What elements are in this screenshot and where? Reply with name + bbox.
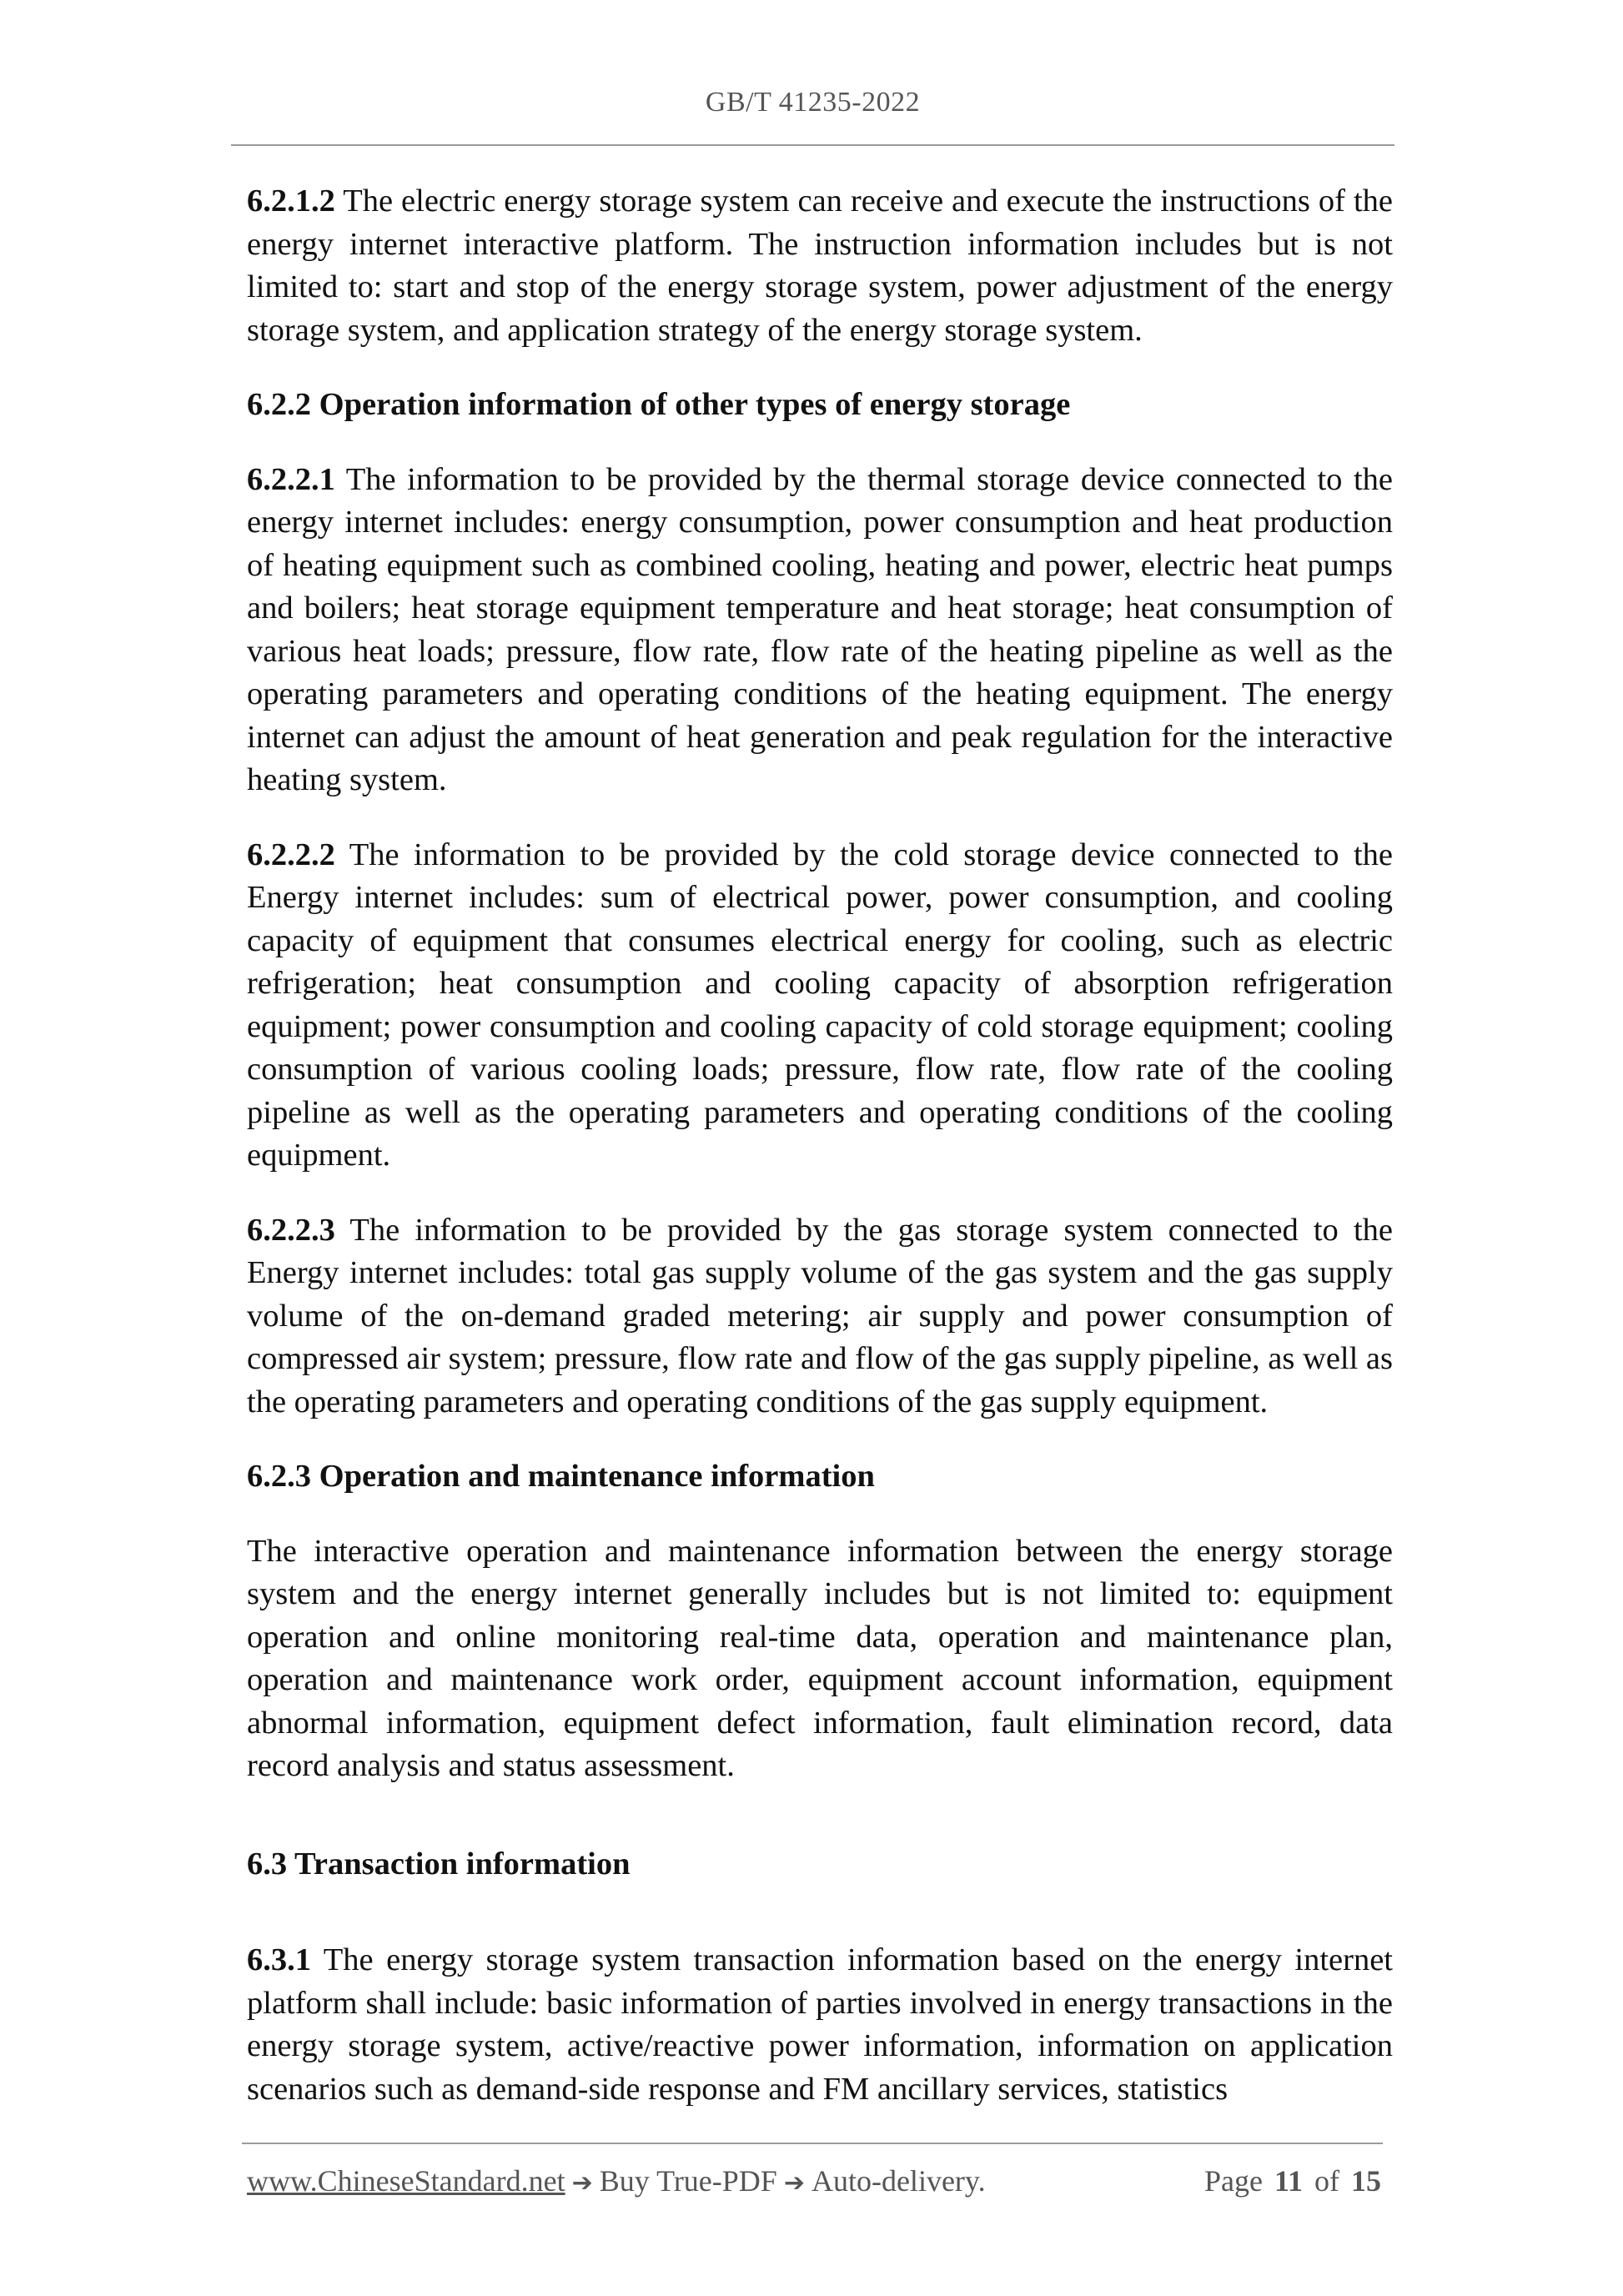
buy-pdf-text: Buy True-PDF bbox=[599, 2164, 777, 2198]
clause-number: 6.3.1 bbox=[247, 1942, 311, 1977]
total-pages: 15 bbox=[1351, 2164, 1381, 2198]
clause-number: 6.2.2.1 bbox=[247, 461, 335, 497]
clause-6-3-1 bbox=[247, 1939, 1393, 2111]
clause-text: The information to be provided by the cold storage device connected to the Energy internet includes: sum of electrical power, power consumption, and cooling capacity of equipment that consumes electrical energy for cooling, such as electric refrigeration; heat consumption and cooling capacity of absorption refrigeration equipment; power consumption and cooling capacity of cold storage equipment; cooling consumption of various cooling loads; pressure, flow rate, flow rate of the cooling pipeline as well as the operating parameters and operating conditions of the cooling equipment. bbox=[247, 837, 1393, 1173]
arrow-right-icon: ➔ bbox=[571, 2168, 593, 2198]
clause-text: The energy storage system transaction information based on the energy internet platform shall include: basic information of parties involved in energy transactions in the energy storage system, active/reactive power information, information on application scenarios such as demand-side response and FM ancillary services, statistics bbox=[247, 1942, 1393, 2107]
clause-6-2-2-2 bbox=[247, 834, 1393, 1178]
page-footer bbox=[247, 2163, 1381, 2205]
clause-text: The electric energy storage system can receive and execute the instructions of the energy internet interactive platform. The instruction information includes but is not limited to: start and stop of the energy storage system, power adjustment of the energy storage system, and application strategy of the energy storage system. bbox=[247, 183, 1393, 348]
auto-delivery-text: Auto-delivery. bbox=[811, 2164, 986, 2198]
clause-6-2-2-3 bbox=[247, 1209, 1393, 1424]
document-header: GB/T 41235-2022 bbox=[705, 87, 921, 118]
clause-number: 6.2.2.2 bbox=[247, 837, 335, 872]
header-divider bbox=[231, 144, 1394, 146]
current-page: 11 bbox=[1274, 2164, 1303, 2198]
of-label: of bbox=[1314, 2164, 1339, 2198]
clause-6-2-3-body: The interactive operation and maintenance information between the energy storage system and the energy internet generally includes but is not limited to: equipment operation and online monitoring real-time data, operation and maintenance plan, operation and maintenance work order, equipment account information, equipment abnormal information, equipment defect information, fault elimination record, data record analysis and status assessment. bbox=[247, 1533, 1393, 1783]
footer-divider bbox=[242, 2143, 1383, 2144]
page-number bbox=[1204, 2163, 1381, 2198]
page-label: Page bbox=[1204, 2164, 1263, 2198]
clause-text: The information to be provided by the gas storage system connected to the Energy internet includes: total gas supply volume of the gas system and the gas supply volume of the on-demand graded metering; air supply and power consumption of compressed air system; pressure, flow rate and flow of the gas supply pipeline, as well as the operating parameters and operating conditions of the gas supply equipment. bbox=[247, 1212, 1393, 1419]
document-body bbox=[247, 180, 1393, 2143]
clause-number: 6.2.2.3 bbox=[247, 1212, 335, 1248]
heading-6-3: 6.3 Transaction information bbox=[247, 1846, 631, 1882]
heading-6-2-3: 6.2.3 Operation and maintenance information bbox=[247, 1459, 875, 1494]
site-link[interactable]: www.ChineseStandard.net bbox=[247, 2164, 565, 2198]
arrow-right-icon: ➔ bbox=[783, 2168, 805, 2198]
clause-6-2-2-1 bbox=[247, 459, 1393, 802]
clause-number: 6.2.1.2 bbox=[247, 183, 335, 219]
clause-6-2-1-2 bbox=[247, 180, 1393, 352]
footer-links bbox=[247, 2163, 986, 2198]
clause-text: The information to be provided by the thermal storage device connected to the energy internet includes: energy consumption, power consumption and heat production of heating equipment such as combined cooling, heating and power, electric heat pumps and boilers; heat storage equipment temperature and heat storage; heat consumption of various heat loads; pressure, flow rate, flow rate of the heating pipeline as well as the operating parameters and operating conditions of the heating equipment. The energy internet can adjust the amount of heat generation and peak regulation for the interactive heating system. bbox=[247, 461, 1393, 797]
heading-6-2-2: 6.2.2 Operation information of other types of energy storage bbox=[247, 387, 1071, 422]
